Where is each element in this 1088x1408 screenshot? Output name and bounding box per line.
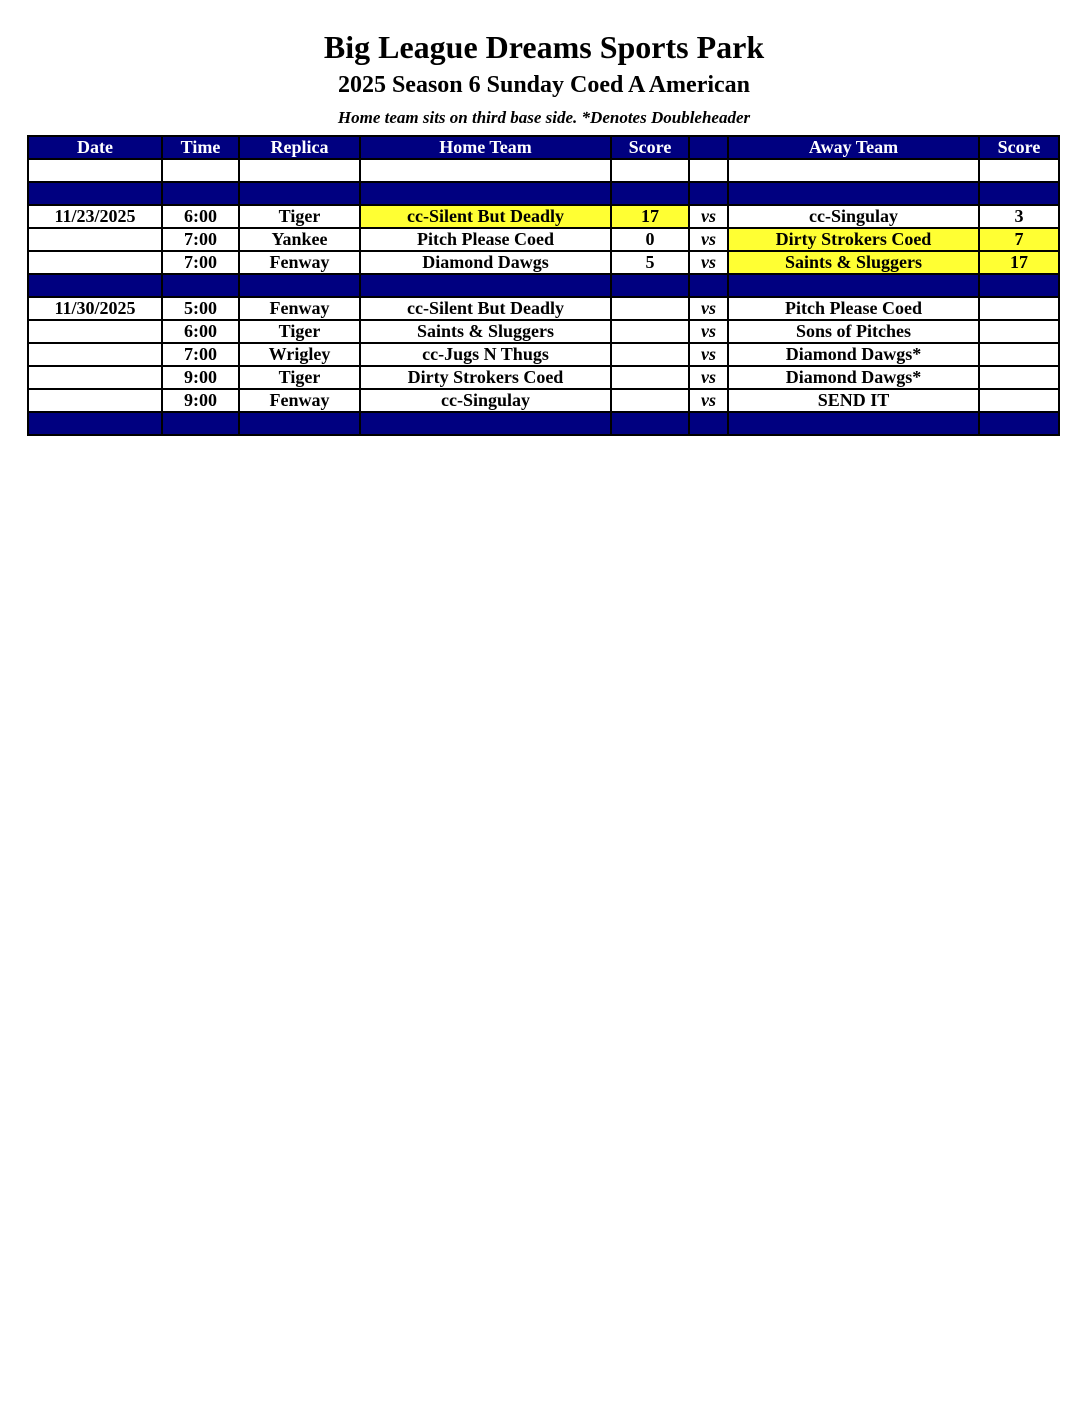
away-team-cell: Diamond Dawgs* (728, 366, 979, 389)
home-score-cell (611, 343, 689, 366)
replica-cell: Fenway (239, 389, 360, 412)
time-cell (162, 274, 239, 297)
home-team-cell (360, 159, 611, 182)
vs-cell (689, 412, 728, 435)
replica-cell: Fenway (239, 297, 360, 320)
away-score-cell (979, 182, 1059, 205)
header-row (28, 136, 1059, 159)
game-row (28, 205, 1059, 228)
header-away-team: Away Team (728, 136, 979, 159)
header-replica: Replica (239, 136, 360, 159)
away-score-cell (979, 366, 1059, 389)
home-score-cell (611, 320, 689, 343)
game-row (28, 251, 1059, 274)
header-vs (689, 136, 728, 159)
date-cell (28, 274, 162, 297)
home-score-cell (611, 159, 689, 182)
season-subtitle: 2025 Season 6 Sunday Coed A American (337, 72, 751, 98)
date-cell: 11/23/2025 (28, 205, 162, 228)
away-score-cell: 17 (979, 251, 1059, 274)
game-row (28, 320, 1059, 343)
replica-cell: Tiger (239, 205, 360, 228)
home-team-cell: cc-Jugs N Thugs (360, 343, 611, 366)
time-cell: 6:00 (162, 320, 239, 343)
away-team-cell: Pitch Please Coed (728, 297, 979, 320)
replica-cell (239, 274, 360, 297)
time-cell (162, 182, 239, 205)
home-team-cell (360, 412, 611, 435)
replica-cell (239, 412, 360, 435)
away-team-cell (728, 159, 979, 182)
home-score-cell (611, 182, 689, 205)
away-team-cell (728, 182, 979, 205)
vs-cell (689, 159, 728, 182)
header-home-team: Home Team (360, 136, 611, 159)
vs-cell: vs (689, 343, 728, 366)
time-cell: 6:00 (162, 205, 239, 228)
vs-cell: vs (689, 320, 728, 343)
blank-row (28, 159, 1059, 182)
replica-cell: Tiger (239, 320, 360, 343)
replica-cell: Fenway (239, 251, 360, 274)
header-home-score: Score (611, 136, 689, 159)
replica-cell (239, 159, 360, 182)
game-row (28, 343, 1059, 366)
away-score-cell (979, 343, 1059, 366)
game-row (28, 389, 1059, 412)
away-score-cell (979, 159, 1059, 182)
vs-cell: vs (689, 389, 728, 412)
away-score-cell (979, 389, 1059, 412)
home-team-cell (360, 182, 611, 205)
date-cell (28, 159, 162, 182)
game-row (28, 228, 1059, 251)
time-cell: 9:00 (162, 366, 239, 389)
date-cell (28, 343, 162, 366)
home-score-cell: 17 (611, 205, 689, 228)
replica-cell: Wrigley (239, 343, 360, 366)
header-date: Date (28, 136, 162, 159)
home-team-cell: Diamond Dawgs (360, 251, 611, 274)
date-cell: 11/30/2025 (28, 297, 162, 320)
vs-cell: vs (689, 366, 728, 389)
game-row (28, 297, 1059, 320)
away-team-cell: cc-Singulay (728, 205, 979, 228)
date-cell (28, 412, 162, 435)
home-team-cell (360, 274, 611, 297)
away-score-cell: 3 (979, 205, 1059, 228)
away-team-cell: Sons of Pitches (728, 320, 979, 343)
away-team-cell (728, 412, 979, 435)
home-score-cell (611, 389, 689, 412)
date-cell (28, 320, 162, 343)
away-score-cell (979, 412, 1059, 435)
home-team-cell: cc-Silent But Deadly (360, 205, 611, 228)
home-score-cell: 0 (611, 228, 689, 251)
vs-cell (689, 274, 728, 297)
time-cell: 9:00 (162, 389, 239, 412)
home-score-cell (611, 412, 689, 435)
replica-cell: Tiger (239, 366, 360, 389)
home-score-cell (611, 366, 689, 389)
vs-cell: vs (689, 228, 728, 251)
schedule-body (28, 159, 1059, 435)
vs-cell: vs (689, 205, 728, 228)
page-title: Big League Dreams Sports Park (323, 29, 765, 65)
home-team-cell: Saints & Sluggers (360, 320, 611, 343)
date-cell (28, 182, 162, 205)
home-score-cell (611, 274, 689, 297)
doubleheader-note: Home team sits on third base side. *Denotes Doubleheader (337, 108, 751, 127)
time-cell: 5:00 (162, 297, 239, 320)
vs-cell: vs (689, 251, 728, 274)
away-score-cell (979, 320, 1059, 343)
header-away-score: Score (979, 136, 1059, 159)
home-team-cell: cc-Silent But Deadly (360, 297, 611, 320)
header-time: Time (162, 136, 239, 159)
home-score-cell (611, 297, 689, 320)
home-score-cell: 5 (611, 251, 689, 274)
schedule-table (27, 135, 1060, 436)
time-cell: 7:00 (162, 343, 239, 366)
time-cell (162, 412, 239, 435)
away-team-cell: Diamond Dawgs* (728, 343, 979, 366)
date-cell (28, 228, 162, 251)
home-team-cell: Dirty Strokers Coed (360, 366, 611, 389)
date-separator-row (28, 412, 1059, 435)
away-score-cell (979, 297, 1059, 320)
time-cell: 7:00 (162, 228, 239, 251)
date-separator-row (28, 182, 1059, 205)
away-team-cell: Dirty Strokers Coed (728, 228, 979, 251)
time-cell: 7:00 (162, 251, 239, 274)
time-cell (162, 159, 239, 182)
date-cell (28, 251, 162, 274)
vs-cell: vs (689, 297, 728, 320)
away-score-cell: 7 (979, 228, 1059, 251)
game-row (28, 366, 1059, 389)
vs-cell (689, 182, 728, 205)
date-cell (28, 389, 162, 412)
away-team-cell: Saints & Sluggers (728, 251, 979, 274)
away-team-cell: SEND IT (728, 389, 979, 412)
replica-cell: Yankee (239, 228, 360, 251)
away-team-cell (728, 274, 979, 297)
home-team-cell: cc-Singulay (360, 389, 611, 412)
away-score-cell (979, 274, 1059, 297)
home-team-cell: Pitch Please Coed (360, 228, 611, 251)
date-separator-row (28, 274, 1059, 297)
date-cell (28, 366, 162, 389)
replica-cell (239, 182, 360, 205)
